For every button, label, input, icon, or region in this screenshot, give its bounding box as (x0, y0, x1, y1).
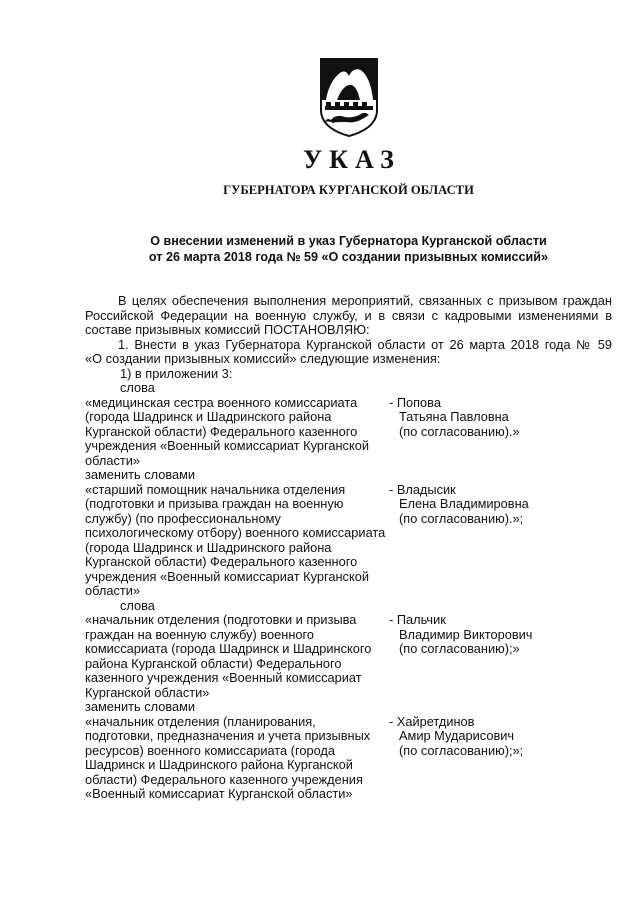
person-surname: - Владысик (389, 481, 456, 497)
subject-line: О внесении изменений в указ Губернатора Курганской области (150, 234, 547, 248)
position-line: района Курганской области) Федерального (85, 655, 342, 671)
position-line: Шадринск и Шадринского района Курганской (85, 757, 353, 772)
position-line: граждан на военную службу) военного (85, 626, 315, 642)
entry-lead: заменить словами (85, 699, 196, 714)
position-line: (города Шадринск и Шадринского района (85, 539, 332, 555)
document-subject (85, 234, 612, 265)
clause-line: 1. Внести в указ Губернатора Курганской области от 26 марта 2018 года № 59 (118, 336, 612, 352)
person-note: (по согласованию).» (399, 423, 520, 439)
entry-row (85, 396, 612, 469)
person-surname: - Хайретдинов (389, 713, 475, 729)
person-note: (по согласованию).»; (399, 510, 524, 526)
preamble-line: В целях обеспечения выполнения мероприятий, связанных с призывом граждан (118, 293, 612, 308)
position-line: «начальник отделения (планирования, (85, 713, 316, 729)
person-note: (по согласованию);» (399, 641, 520, 656)
entry-lead: слова (120, 597, 155, 613)
clause-line: «О создании призывных комиссий» следующие изменения: (85, 351, 441, 366)
entry-person (389, 613, 532, 657)
issuer-heading: ГУБЕРНАТОРА КУРГАНСКОЙ ОБЛАСТИ (223, 183, 474, 197)
entry-position (85, 715, 385, 802)
position-line: области) Федерального казенного учреждения (85, 771, 363, 787)
person-surname: - Попова (389, 394, 441, 410)
person-surname: - Пальчик (389, 612, 446, 627)
document-type-title: УКАЗ (303, 145, 401, 174)
position-line: подготовки, предназначения и учета призывных (85, 728, 371, 743)
document-body (85, 294, 612, 802)
position-line: службу) (по профессиональному (85, 510, 281, 526)
person-name: Владимир Викторович (399, 626, 533, 642)
entry-person (389, 483, 529, 527)
position-line: комиссариата (города Шадринск и Шадринского (85, 641, 372, 656)
position-line: Курганской области» (85, 684, 210, 700)
person-note: (по согласованию);»; (399, 742, 524, 758)
subject-line: от 26 марта 2018 года № 59 «О создании призывных комиссий» (148, 249, 549, 264)
entry-person (389, 715, 523, 759)
position-line: области» (85, 583, 140, 598)
entry-position (85, 396, 385, 469)
position-line: Курганской области) Федерального казенного (85, 423, 358, 439)
position-line: Курганской области) Федерального казенного (85, 554, 358, 569)
position-line: «начальник отделения (подготовки и призыва (85, 612, 357, 627)
position-line: психологическому отбору) военного комиссариата (85, 525, 386, 540)
position-line: «Военный комиссариат Курганской области» (85, 786, 353, 801)
position-line: «медицинская сестра военного комиссариата (85, 394, 358, 410)
position-line: (подготовки и призыва граждан на военную (85, 496, 344, 511)
coat-of-arms-icon (318, 56, 380, 138)
preamble-line: составе призывных комиссий ПОСТАНОВЛЯЮ: (85, 322, 370, 337)
entry-position (85, 613, 385, 700)
position-line: «старший помощник начальника отделения (85, 481, 346, 497)
entry-row (85, 483, 612, 599)
person-name: Амир Мударисович (399, 728, 515, 743)
position-line: казенного учреждения «Военный комиссариат (85, 670, 362, 685)
subclause-line: 1) в приложении 3: (120, 365, 233, 381)
entry-lead: слова (120, 380, 155, 395)
position-line: (города Шадринск и Шадринского района (85, 409, 332, 424)
entry-person (389, 396, 520, 440)
person-name: Елена Владимировна (399, 496, 529, 511)
person-name: Татьяна Павловна (399, 409, 509, 424)
entry-row (85, 613, 612, 700)
position-line: учреждения «Военный комиссариат Курганской (85, 438, 369, 453)
entry-row (85, 715, 612, 802)
position-line: ресурсов) военного комиссариата (города (85, 742, 335, 758)
entry-lead: заменить словами (85, 467, 196, 482)
position-line: области» (85, 452, 140, 468)
entry-position (85, 483, 385, 599)
preamble-line: Российской Федерации на военную службу, и в связи с кадровыми изменениями в (85, 307, 612, 323)
position-line: учреждения «Военный комиссариат Курганской (85, 568, 369, 584)
